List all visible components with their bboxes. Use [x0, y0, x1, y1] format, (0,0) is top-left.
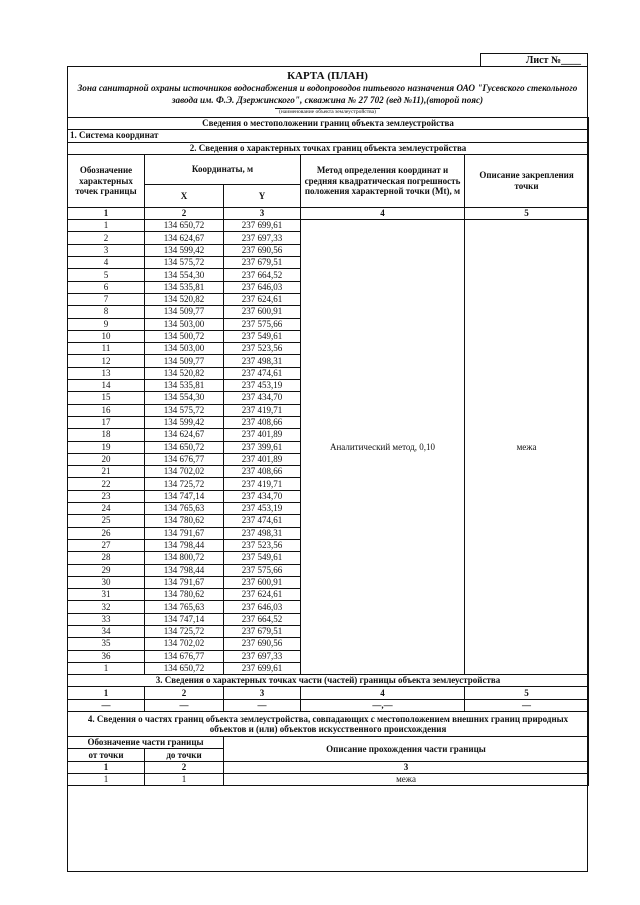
- point-y: 237 419,71: [224, 478, 301, 490]
- section4-col-header-row-1: [68, 737, 589, 749]
- col-number: 3: [224, 207, 301, 219]
- point-number: 14: [68, 380, 145, 392]
- point-y: 237 401,89: [224, 453, 301, 465]
- section4-col-number: 3: [224, 761, 589, 773]
- point-x: 134 554,30: [145, 269, 224, 281]
- point-y: 237 408,66: [224, 416, 301, 428]
- point-x: 134 725,72: [145, 625, 224, 637]
- point-x: 134 650,72: [145, 441, 224, 453]
- point-x: 134 780,62: [145, 515, 224, 527]
- point-x: 134 791,67: [145, 527, 224, 539]
- point-x: 134 650,72: [145, 220, 224, 232]
- method-value: Аналитический метод, 0,10: [301, 220, 465, 675]
- point-x: 134 500,72: [145, 330, 224, 342]
- point-number: 10: [68, 330, 145, 342]
- point-y: 237 624,61: [224, 293, 301, 305]
- col-number: 4: [301, 207, 465, 219]
- point-number: 34: [68, 625, 145, 637]
- col-number: 5: [465, 207, 589, 219]
- point-x: 134 535,81: [145, 380, 224, 392]
- point-number: 4: [68, 257, 145, 269]
- point-row: [68, 220, 589, 232]
- point-number: 19: [68, 441, 145, 453]
- point-x: 134 800,72: [145, 552, 224, 564]
- point-number: 27: [68, 539, 145, 551]
- section3-number-row: [68, 687, 589, 699]
- section4-to-value: 1: [145, 773, 224, 785]
- sheet-number-box: Лист №____: [480, 53, 588, 67]
- point-number: 26: [68, 527, 145, 539]
- coord-system-row: [68, 130, 589, 142]
- section4-col-description: Описание прохождения части границы: [224, 737, 589, 762]
- section3-dash: —,—: [301, 699, 465, 711]
- point-number: 28: [68, 552, 145, 564]
- section4-col-number: 1: [68, 761, 145, 773]
- point-x: 134 503,00: [145, 318, 224, 330]
- point-y: 237 474,61: [224, 367, 301, 379]
- point-y: 237 679,51: [224, 257, 301, 269]
- point-number: 29: [68, 564, 145, 576]
- col-number: 1: [68, 207, 145, 219]
- point-x: 134 725,72: [145, 478, 224, 490]
- point-y: 237 498,31: [224, 355, 301, 367]
- section3-dash-row: [68, 699, 589, 711]
- col-header-fixing: Описание закрепления точки: [465, 154, 589, 207]
- section3-col-number: 1: [68, 687, 145, 699]
- point-y: 237 690,56: [224, 244, 301, 256]
- point-y: 237 474,61: [224, 515, 301, 527]
- point-x: 134 798,44: [145, 539, 224, 551]
- col-header-row-1: [68, 154, 589, 185]
- point-number: 36: [68, 650, 145, 662]
- point-number: 35: [68, 638, 145, 650]
- point-x: 134 676,77: [145, 453, 224, 465]
- col-header-method: Метод определения координат и средняя квадратическая погрешность положения характерной точки (Mt), м: [301, 154, 465, 207]
- section3-header: 3. Сведения о характерных точках части (частей) границы объекта землеустройства: [68, 675, 589, 687]
- point-x: 134 520,82: [145, 293, 224, 305]
- point-x: 134 624,67: [145, 232, 224, 244]
- col-header-y: Y: [224, 185, 301, 207]
- point-x: 134 575,72: [145, 404, 224, 416]
- point-number: 18: [68, 429, 145, 441]
- section3-dash: —: [68, 699, 145, 711]
- point-number: 6: [68, 281, 145, 293]
- point-x: 134 599,42: [145, 244, 224, 256]
- point-y: 237 453,19: [224, 380, 301, 392]
- section3-dash: —: [145, 699, 224, 711]
- point-number: 21: [68, 466, 145, 478]
- point-number: 16: [68, 404, 145, 416]
- point-number: 20: [68, 453, 145, 465]
- point-number: 5: [68, 269, 145, 281]
- point-y: 237 434,70: [224, 392, 301, 404]
- section4-header-row: [68, 712, 589, 737]
- point-number: 23: [68, 490, 145, 502]
- point-y: 237 646,03: [224, 601, 301, 613]
- point-y: 237 549,61: [224, 330, 301, 342]
- point-y: 237 419,71: [224, 404, 301, 416]
- object-name-caption-text: (наименование объекта землеустройства): [275, 108, 380, 115]
- point-number: 11: [68, 343, 145, 355]
- point-x: 134 702,02: [145, 638, 224, 650]
- section4-header: 4. Сведения о частях границ объекта землеустройства, совпадающих с местоположением внешних границ природных объектов и (или) объектов искусственного происхождения: [68, 712, 589, 737]
- point-x: 134 509,77: [145, 306, 224, 318]
- point-y: 237 699,61: [224, 220, 301, 232]
- point-y: 237 679,51: [224, 625, 301, 637]
- point-x: 134 575,72: [145, 257, 224, 269]
- section3-col-number: 5: [465, 687, 589, 699]
- point-x: 134 535,81: [145, 281, 224, 293]
- point-number: 22: [68, 478, 145, 490]
- point-number: 32: [68, 601, 145, 613]
- point-y: 237 624,61: [224, 589, 301, 601]
- point-x: 134 520,82: [145, 367, 224, 379]
- section4-from-value: 1: [68, 773, 145, 785]
- point-y: 237 664,52: [224, 269, 301, 281]
- point-number: 3: [68, 244, 145, 256]
- point-x: 134 702,02: [145, 466, 224, 478]
- point-x: 134 765,63: [145, 503, 224, 515]
- coord-system-label: 1. Система координат: [68, 130, 589, 142]
- section4-col-designation: Обозначение части границы: [68, 737, 224, 749]
- section2-header: 2. Сведения о характерных точках границ объекта землеустройства: [68, 142, 589, 154]
- point-number: 30: [68, 576, 145, 588]
- section4-number-row: [68, 761, 589, 773]
- point-y: 237 697,33: [224, 650, 301, 662]
- point-number: 1: [68, 662, 145, 674]
- fixing-value: межа: [465, 220, 589, 675]
- col-header-x: X: [145, 185, 224, 207]
- point-x: 134 798,44: [145, 564, 224, 576]
- point-y: 237 690,56: [224, 638, 301, 650]
- point-y: 237 408,66: [224, 466, 301, 478]
- section3-col-number: 3: [224, 687, 301, 699]
- section-header: Сведения о местоположении границ объекта землеустройства: [68, 118, 589, 130]
- point-number: 15: [68, 392, 145, 404]
- point-y: 237 453,19: [224, 503, 301, 515]
- document-title: КАРТА (ПЛАН): [287, 70, 368, 82]
- section-header-row: [68, 118, 589, 130]
- point-number: 13: [68, 367, 145, 379]
- point-y: 237 401,89: [224, 429, 301, 441]
- point-x: 134 503,00: [145, 343, 224, 355]
- point-number: 9: [68, 318, 145, 330]
- point-y: 237 575,66: [224, 564, 301, 576]
- section4-col-to: до точки: [145, 749, 224, 761]
- section4-description-value: межа: [224, 773, 589, 785]
- point-x: 134 676,77: [145, 650, 224, 662]
- point-x: 134 791,67: [145, 576, 224, 588]
- point-number: 24: [68, 503, 145, 515]
- section2-header-row: [68, 142, 589, 154]
- point-number: 8: [68, 306, 145, 318]
- point-number: 33: [68, 613, 145, 625]
- point-y: 237 699,61: [224, 662, 301, 674]
- col-number: 2: [145, 207, 224, 219]
- section3-header-row: [68, 675, 589, 687]
- point-y: 237 434,70: [224, 490, 301, 502]
- point-y: 237 646,03: [224, 281, 301, 293]
- point-y: 237 523,56: [224, 539, 301, 551]
- point-number: 25: [68, 515, 145, 527]
- point-number: 1: [68, 220, 145, 232]
- point-x: 134 554,30: [145, 392, 224, 404]
- point-y: 237 664,52: [224, 613, 301, 625]
- point-x: 134 747,14: [145, 613, 224, 625]
- point-x: 134 509,77: [145, 355, 224, 367]
- section3-col-number: 4: [301, 687, 465, 699]
- section3-dash: —: [224, 699, 301, 711]
- point-y: 237 498,31: [224, 527, 301, 539]
- boundary-table: [67, 117, 589, 786]
- col-header-coords: Координаты, м: [145, 154, 301, 185]
- point-x: 134 599,42: [145, 416, 224, 428]
- point-y: 237 600,91: [224, 306, 301, 318]
- point-y: 237 575,66: [224, 318, 301, 330]
- point-number: 12: [68, 355, 145, 367]
- point-y: 237 399,61: [224, 441, 301, 453]
- point-y: 237 549,61: [224, 552, 301, 564]
- point-number: 17: [68, 416, 145, 428]
- point-y: 237 600,91: [224, 576, 301, 588]
- col-number-row: [68, 207, 589, 219]
- section4-data-row: [68, 773, 589, 785]
- point-y: 237 523,56: [224, 343, 301, 355]
- point-x: 134 747,14: [145, 490, 224, 502]
- point-number: 7: [68, 293, 145, 305]
- section4-col-number: 2: [145, 761, 224, 773]
- object-name: Зона санитарной охраны источников водоснабжения и водопроводов питьевого назначения ОАО "Гусевского стекольного завода им. Ф.Э. Дзержинского", скважина № 27 702 (вед №11),(второй пояс): [77, 83, 578, 105]
- point-number: 31: [68, 589, 145, 601]
- point-number: 2: [68, 232, 145, 244]
- section3-dash: —: [465, 699, 589, 711]
- section4-col-from: от точки: [68, 749, 145, 761]
- point-y: 237 697,33: [224, 232, 301, 244]
- section3-col-number: 2: [145, 687, 224, 699]
- point-x: 134 650,72: [145, 662, 224, 674]
- col-header-point: Обозначение характерных точек границы: [68, 154, 145, 207]
- point-x: 134 624,67: [145, 429, 224, 441]
- point-x: 134 780,62: [145, 589, 224, 601]
- object-name-caption: [67, 109, 588, 115]
- point-x: 134 765,63: [145, 601, 224, 613]
